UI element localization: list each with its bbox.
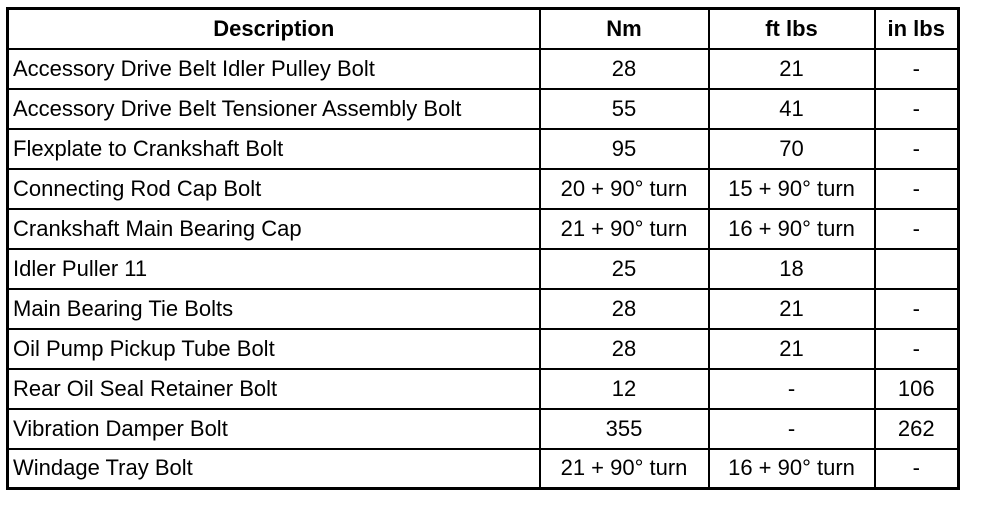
cell-in-lbs: 262 [875,409,959,449]
cell-ft-lbs: 18 [709,249,875,289]
cell-in-lbs: - [875,209,959,249]
table-row [8,329,959,369]
cell-ft-lbs: 15 + 90° turn [709,169,875,209]
cell-description: Accessory Drive Belt Idler Pulley Bolt [8,49,540,89]
header-row [8,9,959,49]
cell-nm: 12 [540,369,709,409]
cell-in-lbs: - [875,89,959,129]
table-row [8,89,959,129]
cell-description: Oil Pump Pickup Tube Bolt [8,329,540,369]
cell-nm: 355 [540,409,709,449]
cell-ft-lbs: - [709,409,875,449]
cell-nm: 55 [540,89,709,129]
table-row [8,409,959,449]
cell-description: Windage Tray Bolt [8,449,540,489]
cell-nm: 28 [540,329,709,369]
cell-description: Accessory Drive Belt Tensioner Assembly Bolt [8,89,540,129]
cell-description: Flexplate to Crankshaft Bolt [8,129,540,169]
cell-ft-lbs: 21 [709,329,875,369]
cell-ft-lbs: 21 [709,289,875,329]
cell-nm: 28 [540,49,709,89]
cell-nm: 21 + 90° turn [540,209,709,249]
cell-ft-lbs: 16 + 90° turn [709,449,875,489]
cell-description: Rear Oil Seal Retainer Bolt [8,369,540,409]
cell-description: Main Bearing Tie Bolts [8,289,540,329]
cell-nm: 21 + 90° turn [540,449,709,489]
cell-in-lbs: 106 [875,369,959,409]
cell-ft-lbs: - [709,369,875,409]
cell-in-lbs: - [875,129,959,169]
cell-in-lbs [875,249,959,289]
cell-ft-lbs: 41 [709,89,875,129]
cell-in-lbs: - [875,329,959,369]
table-row [8,449,959,489]
table-body [8,49,959,489]
cell-in-lbs: - [875,169,959,209]
header-ft-lbs: ft lbs [709,9,875,49]
cell-ft-lbs: 21 [709,49,875,89]
header-description: Description [8,9,540,49]
table-row [8,369,959,409]
cell-in-lbs: - [875,49,959,89]
header-nm: Nm [540,9,709,49]
cell-nm: 20 + 90° turn [540,169,709,209]
cell-in-lbs: - [875,449,959,489]
cell-nm: 25 [540,249,709,289]
cell-description: Connecting Rod Cap Bolt [8,169,540,209]
table-row [8,209,959,249]
cell-ft-lbs: 16 + 90° turn [709,209,875,249]
table-row [8,289,959,329]
cell-in-lbs: - [875,289,959,329]
cell-description: Vibration Damper Bolt [8,409,540,449]
cell-nm: 28 [540,289,709,329]
cell-nm: 95 [540,129,709,169]
table-row [8,129,959,169]
cell-description: Idler Puller 11 [8,249,540,289]
table-row [8,249,959,289]
table-row [8,49,959,89]
table-header [8,9,959,49]
cell-description: Crankshaft Main Bearing Cap [8,209,540,249]
cell-ft-lbs: 70 [709,129,875,169]
header-in-lbs: in lbs [875,9,959,49]
table-row [8,169,959,209]
torque-spec-table [6,7,960,490]
